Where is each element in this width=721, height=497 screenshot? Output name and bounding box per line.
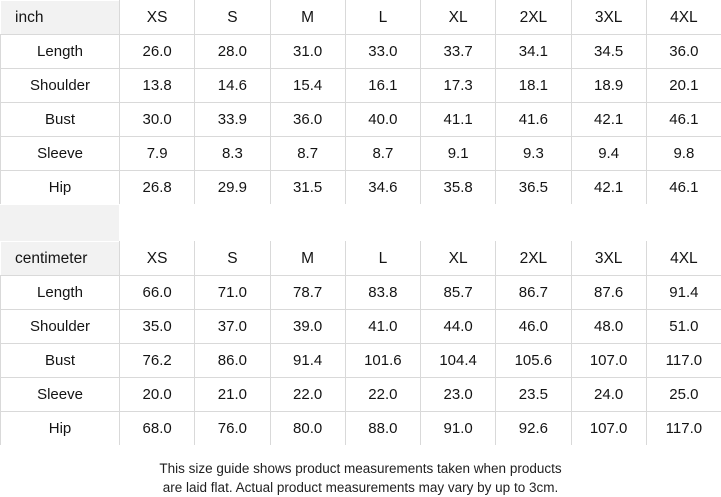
cell-hip-l: 88.0 [345, 412, 420, 446]
row-label-sleeve: Sleeve [1, 378, 120, 412]
size-header-4xl: 4XL [646, 242, 721, 276]
row-label-shoulder: Shoulder [1, 69, 120, 103]
cell-hip-m: 31.5 [270, 171, 345, 205]
table-row [1, 412, 721, 446]
table-row [1, 378, 721, 412]
cell-bust-m: 36.0 [270, 103, 345, 137]
cell-sleeve-4xl: 9.8 [646, 137, 721, 171]
cell-shoulder-m: 39.0 [270, 310, 345, 344]
cell-hip-s: 29.9 [195, 171, 270, 205]
cell-hip-3xl: 107.0 [571, 412, 646, 446]
cell-sleeve-s: 8.3 [195, 137, 270, 171]
size-header-xs: XS [120, 242, 195, 276]
cell-hip-xs: 26.8 [120, 171, 195, 205]
cell-sleeve-m: 8.7 [270, 137, 345, 171]
table-row [1, 103, 721, 137]
table-row [1, 276, 721, 310]
size-header-3xl: 3XL [571, 1, 646, 35]
cell-shoulder-m: 15.4 [270, 69, 345, 103]
cell-bust-2xl: 105.6 [496, 344, 571, 378]
cell-sleeve-xl: 9.1 [421, 137, 496, 171]
cell-hip-s: 76.0 [195, 412, 270, 446]
cell-hip-4xl: 117.0 [646, 412, 721, 446]
cell-length-3xl: 87.6 [571, 276, 646, 310]
cell-length-2xl: 34.1 [496, 35, 571, 69]
cell-length-m: 31.0 [270, 35, 345, 69]
size-header-m: M [270, 242, 345, 276]
cell-length-3xl: 34.5 [571, 35, 646, 69]
row-label-sleeve: Sleeve [1, 137, 120, 171]
cell-bust-3xl: 107.0 [571, 344, 646, 378]
cell-length-l: 83.8 [345, 276, 420, 310]
cell-bust-4xl: 117.0 [646, 344, 721, 378]
cell-sleeve-l: 22.0 [345, 378, 420, 412]
cell-sleeve-3xl: 9.4 [571, 137, 646, 171]
cell-sleeve-xs: 20.0 [120, 378, 195, 412]
row-label-hip: Hip [1, 171, 120, 205]
separator-left-block [0, 205, 119, 241]
cell-hip-2xl: 92.6 [496, 412, 571, 446]
cell-length-l: 33.0 [345, 35, 420, 69]
cell-bust-s: 33.9 [195, 103, 270, 137]
cell-hip-2xl: 36.5 [496, 171, 571, 205]
cell-length-xl: 85.7 [421, 276, 496, 310]
size-header-xs: XS [120, 1, 195, 35]
cell-shoulder-s: 14.6 [195, 69, 270, 103]
table-header-row [1, 242, 721, 276]
size-header-4xl: 4XL [646, 1, 721, 35]
table-row [1, 35, 721, 69]
unit-label-centimeter: centimeter [1, 242, 120, 276]
size-header-xl: XL [421, 242, 496, 276]
cell-bust-m: 91.4 [270, 344, 345, 378]
size-header-l: L [345, 242, 420, 276]
footnote-line-2: are laid flat. Actual product measurements may vary by up to 3cm. [0, 478, 721, 497]
cell-bust-s: 86.0 [195, 344, 270, 378]
cell-shoulder-xs: 13.8 [120, 69, 195, 103]
table-row [1, 171, 721, 205]
cell-hip-xl: 35.8 [421, 171, 496, 205]
table-header-row [1, 1, 721, 35]
size-guide-footnote [0, 446, 721, 497]
separator-right-block [119, 205, 721, 241]
cell-length-s: 28.0 [195, 35, 270, 69]
cell-shoulder-3xl: 18.9 [571, 69, 646, 103]
table-row [1, 69, 721, 103]
size-table-centimeter [0, 241, 721, 446]
row-label-hip: Hip [1, 412, 120, 446]
cell-length-xs: 26.0 [120, 35, 195, 69]
row-label-shoulder: Shoulder [1, 310, 120, 344]
row-label-length: Length [1, 35, 120, 69]
cell-sleeve-s: 21.0 [195, 378, 270, 412]
cell-length-m: 78.7 [270, 276, 345, 310]
cell-shoulder-l: 41.0 [345, 310, 420, 344]
size-header-3xl: 3XL [571, 242, 646, 276]
cell-shoulder-4xl: 20.1 [646, 69, 721, 103]
cell-length-2xl: 86.7 [496, 276, 571, 310]
size-header-m: M [270, 1, 345, 35]
cell-sleeve-4xl: 25.0 [646, 378, 721, 412]
table-row [1, 310, 721, 344]
size-header-l: L [345, 1, 420, 35]
cell-bust-l: 40.0 [345, 103, 420, 137]
cell-shoulder-xl: 17.3 [421, 69, 496, 103]
table-separator [0, 205, 721, 241]
size-header-xl: XL [421, 1, 496, 35]
cell-length-4xl: 91.4 [646, 276, 721, 310]
cell-sleeve-xs: 7.9 [120, 137, 195, 171]
cell-sleeve-xl: 23.0 [421, 378, 496, 412]
cell-shoulder-2xl: 46.0 [496, 310, 571, 344]
cell-hip-l: 34.6 [345, 171, 420, 205]
cell-hip-4xl: 46.1 [646, 171, 721, 205]
footnote-line-1: This size guide shows product measurements taken when products [0, 459, 721, 478]
cell-hip-xs: 68.0 [120, 412, 195, 446]
cell-shoulder-s: 37.0 [195, 310, 270, 344]
size-header-s: S [195, 1, 270, 35]
cell-sleeve-2xl: 9.3 [496, 137, 571, 171]
cell-bust-xs: 30.0 [120, 103, 195, 137]
cell-length-xs: 66.0 [120, 276, 195, 310]
size-header-2xl: 2XL [496, 1, 571, 35]
cell-sleeve-m: 22.0 [270, 378, 345, 412]
cell-length-xl: 33.7 [421, 35, 496, 69]
cell-bust-4xl: 46.1 [646, 103, 721, 137]
size-table-inch [0, 0, 721, 205]
cell-bust-xs: 76.2 [120, 344, 195, 378]
cell-bust-xl: 41.1 [421, 103, 496, 137]
cell-sleeve-3xl: 24.0 [571, 378, 646, 412]
unit-label-inch: inch [1, 1, 120, 35]
cell-shoulder-3xl: 48.0 [571, 310, 646, 344]
cell-hip-m: 80.0 [270, 412, 345, 446]
cell-sleeve-2xl: 23.5 [496, 378, 571, 412]
cell-bust-l: 101.6 [345, 344, 420, 378]
cell-shoulder-xs: 35.0 [120, 310, 195, 344]
cell-shoulder-2xl: 18.1 [496, 69, 571, 103]
cell-sleeve-l: 8.7 [345, 137, 420, 171]
cell-bust-3xl: 42.1 [571, 103, 646, 137]
cell-shoulder-l: 16.1 [345, 69, 420, 103]
row-label-bust: Bust [1, 344, 120, 378]
cell-bust-2xl: 41.6 [496, 103, 571, 137]
cell-hip-xl: 91.0 [421, 412, 496, 446]
row-label-length: Length [1, 276, 120, 310]
table-row [1, 137, 721, 171]
size-header-2xl: 2XL [496, 242, 571, 276]
table-row [1, 344, 721, 378]
cell-hip-3xl: 42.1 [571, 171, 646, 205]
cell-shoulder-xl: 44.0 [421, 310, 496, 344]
row-label-bust: Bust [1, 103, 120, 137]
cell-bust-xl: 104.4 [421, 344, 496, 378]
cell-shoulder-4xl: 51.0 [646, 310, 721, 344]
size-header-s: S [195, 242, 270, 276]
cell-length-4xl: 36.0 [646, 35, 721, 69]
cell-length-s: 71.0 [195, 276, 270, 310]
